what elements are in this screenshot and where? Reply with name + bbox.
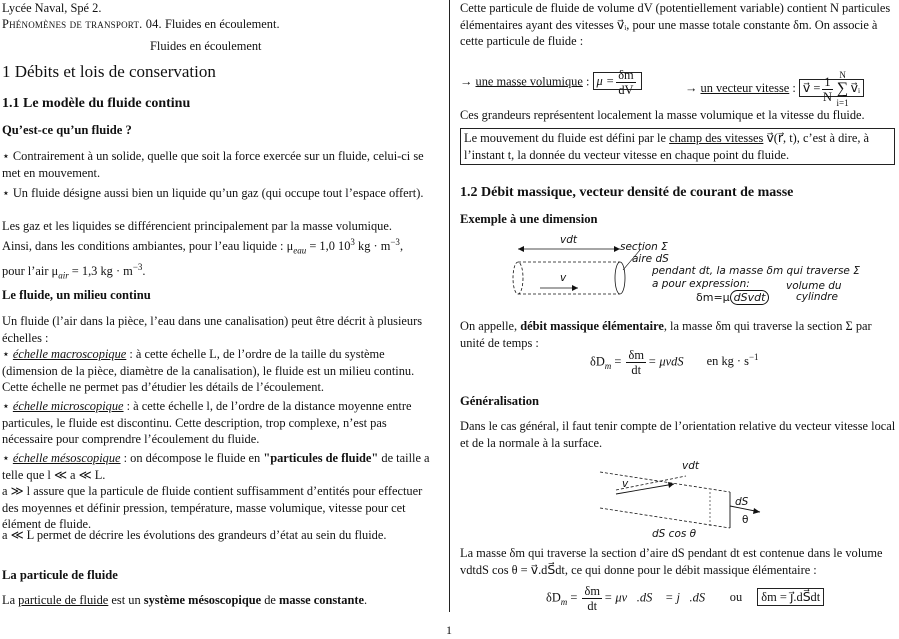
paragraph-water-density: Ainsi, dans les conditions ambiantes, pour l’eau liquide : $\mu_{eau} = 1,0$ $10^3$ kg · $m^{-3}$, pour l’air $\mu_{air} = 1,3$ kg · $m^{-3}$.: [2, 237, 404, 281]
paragraph-density: Les gaz et les liquides se différencient principalement par la masse volumique.: [2, 219, 392, 233]
label-volume: volume du: [786, 280, 842, 292]
document-title: Fluides en écoulement: [150, 39, 262, 53]
equation-mass-flow: $\delta D_m$ = $\frac{\delta m}{dt}$ = μvdS en kg · $s^{-1}$: [590, 348, 759, 377]
velocity-field-box: Le mouvement du fluide est défini par le champ des vitesses v⃗(r⃗, t), c’est à dire, à l’instant t, la donnée du vecteur vitesse en chaque point du fluide.: [460, 128, 895, 165]
example-heading: Exemple à une dimension: [460, 212, 598, 226]
subsection-1-1-heading: 1.1 Le modèle du fluide continu: [2, 96, 191, 111]
paragraph-mesoscopic: ⋆ échelle mésoscopique : on décompose le fluide en "particules de fluide" de taille a telle que l ≪ a ≪ L.: [2, 451, 430, 482]
paragraph-macroscopic: ⋆ échelle macroscopique : à cette échelle L, de l’ordre de la taille du système (dimension de la pièce, diamètre de la canalisation), le fluide est un milieu continu. Cette échelle ne permet pas d’étudier les détails de l’écoulement.: [2, 347, 415, 394]
figure-one-dimension: [460, 232, 897, 312]
particle-heading: La particule de fluide: [2, 568, 118, 582]
mass-density-box: μ = $\frac{\delta m}{dV}$: [593, 72, 642, 90]
paragraph-local-quantities: Ces grandeurs représentent localement la masse volumique et la vitesse du fluide.: [460, 108, 865, 122]
mass-density-definition: → une masse volumique : μ = $\frac{\delta m}{dV}$: [460, 68, 642, 97]
page-number: 1: [446, 623, 452, 637]
label-vdt: vdt: [560, 234, 577, 246]
label-area: aire dS: [632, 253, 669, 265]
section-1-heading: 1 Débits et lois de conservation: [2, 62, 216, 81]
continuum-heading: Le fluide, un milieu continu: [2, 288, 151, 302]
paragraph-oblique-mass: La masse δm qui traverse la section d’aire dS pendant dt est contenue dans le volume vdtdS cos θ = v⃗.dS⃗dt, ce qui donne pour le débit massique élémentaire :: [460, 546, 883, 577]
label-vdt-2: vdt: [682, 460, 699, 472]
label-section: section Σ: [620, 241, 668, 253]
label-cylinder: cylindre: [796, 291, 838, 303]
paragraph-generalisation: Dans le cas général, il faut tenir compte de l’orientation relative du vecteur vitesse local et de la normale à la surface.: [460, 419, 896, 450]
figure-formula: δm=μ dSvdt: [696, 290, 769, 307]
final-boxed-equation: δm = j⃗.dS⃗dt: [757, 588, 824, 606]
paragraph-liquid-gas: ⋆ Un fluide désigne aussi bien un liquide qu’un gaz (qui occupe tout l’espace offert).: [2, 186, 424, 200]
paragraph-a-less-L: a ≪ L permet de décrire les évolutions des grandeurs d’état au sein du fluide.: [2, 528, 387, 542]
figure-oblique-flow: [590, 454, 770, 540]
paragraph-scales: Un fluide (l’air dans la pièce, l’eau dans une canalisation) peut être décrit à plusieurs échelles :: [2, 314, 423, 345]
paragraph-particle-volume: Cette particule de fluide de volume dV (potentiellement variable) contient N particules élémentaires ayant des vitesses v⃗ᵢ, pour une masse totale constante δm. On associe à cette particule de fluide :: [460, 1, 891, 48]
label-during-dt: pendant dt, la masse δm qui traverse Σ: [652, 265, 860, 277]
velocity-box: v⃗ = $\frac{1}{N}$ N ∑ i=1 v⃗ᵢ: [799, 79, 864, 97]
header-course: Phénomènes de transport. 04. Fluides en écoulement.: [2, 17, 280, 31]
label-expression: a pour expression:: [652, 278, 750, 290]
subsection-1-2-heading: 1.2 Débit massique, vecteur densité de courant de masse: [460, 185, 794, 200]
paragraph-mass-flow-definition: On appelle, débit massique élémentaire, la masse δm qui traverse la section Σ par unité de temps :: [460, 319, 872, 350]
paragraph-solid-vs-fluid: ⋆ Contrairement à un solide, quelle que soit la force exercée sur un fluide, celui-ci se met en mouvement.: [2, 149, 424, 180]
velocity-definition: → un vecteur vitesse : v⃗ = $\frac{1}{N}$ N ∑ i=1 v⃗ᵢ: [685, 68, 864, 110]
label-theta: θ: [742, 514, 749, 526]
label-v-2: v: [622, 478, 629, 490]
question-heading: Qu’est-ce qu’un fluide ?: [2, 123, 132, 137]
label-dScos: dS cos θ: [652, 528, 697, 540]
generalisation-heading: Généralisation: [460, 394, 540, 408]
paragraph-particle-definition: La particule de fluide est un système mésoscopique de masse constante.: [2, 593, 368, 607]
column-divider: [449, 0, 450, 612]
paragraph-a-greater-l: a ≫ l assure que la particule de fluide contient suffisamment d’entités pour effectuer des moyennes et définir pression, température, masse volumique, vitesse pour cet élément de fluide.: [2, 484, 423, 531]
header-school: Lycée Naval, Spé 2.: [2, 1, 102, 15]
equation-final: $\delta D_m$ = $\frac{\delta m}{dt}$ = μv⃗.dS⃗ = j⃗.dS⃗ ou δm = j⃗.dS⃗dt: [546, 584, 824, 613]
label-dS: dS: [735, 496, 749, 508]
label-v: v: [560, 272, 567, 284]
paragraph-microscopic: ⋆ échelle microscopique : à cette échelle l, de l’ordre de la distance moyenne entre particules, le fluide est discontinu. Cette description, trop complexe, n’est pas nécessaire pour comprendre l’écoulement du fluide.: [2, 399, 412, 446]
